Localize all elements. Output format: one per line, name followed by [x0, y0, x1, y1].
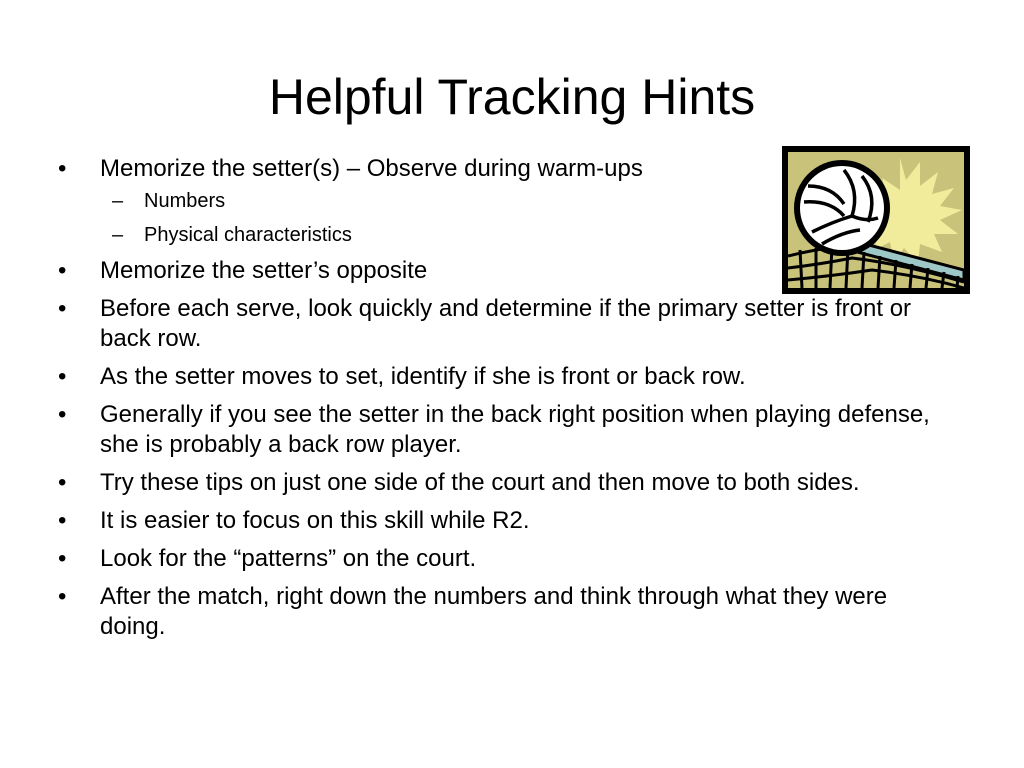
bullet-item — [56, 468, 956, 498]
bullet-glyph: • — [58, 155, 67, 182]
bullet-glyph: • — [58, 363, 67, 390]
bullet-text: After the match, right down the numbers and think through what they were doing. — [100, 583, 888, 640]
sub-bullet-text: Physical characteristics — [144, 224, 352, 246]
bullet-glyph: • — [58, 545, 67, 572]
volleyball-icon — [794, 160, 890, 256]
bullet-text: Try these tips on just one side of the court and then move to both sides. — [100, 469, 860, 496]
bullet-item — [56, 154, 760, 248]
bullet-glyph: • — [58, 257, 67, 284]
sub-bullet-item — [100, 188, 760, 214]
bullet-text: It is easier to focus on this skill while R2. — [100, 507, 530, 534]
sub-bullet-glyph: – — [112, 224, 124, 246]
bullet-glyph: • — [58, 583, 67, 610]
bullet-glyph: • — [58, 469, 67, 496]
bullet-text: Memorize the setter’s opposite — [100, 257, 428, 284]
sub-bullet-item — [100, 222, 760, 248]
bullet-text: Generally if you see the setter in the back right position when playing defense, she is probably a back row player. — [100, 401, 930, 458]
bullet-text: Look for the “patterns” on the court. — [100, 545, 477, 572]
bullet-item — [56, 544, 956, 574]
sub-bullet-glyph: – — [112, 190, 124, 212]
slide-title: Helpful Tracking Hints — [268, 69, 756, 125]
bullet-glyph: • — [58, 401, 67, 428]
bullet-item — [56, 400, 956, 460]
bullet-item — [56, 506, 956, 536]
bullet-text: Before each serve, look quickly and determine if the primary setter is front or back row. — [100, 295, 912, 352]
bullet-item — [56, 362, 956, 392]
bullet-glyph: • — [58, 295, 67, 322]
sub-bullet-list — [100, 188, 760, 248]
bullet-text: As the setter moves to set, identify if she is front or back row. — [100, 363, 746, 390]
bullet-item — [56, 294, 956, 354]
bullet-item — [56, 582, 956, 642]
bullet-text: Memorize the setter(s) – Observe during warm-ups — [100, 155, 643, 182]
volleyball-net-icon — [782, 146, 970, 294]
sub-bullet-text: Numbers — [144, 190, 226, 212]
bullet-glyph: • — [58, 507, 67, 534]
